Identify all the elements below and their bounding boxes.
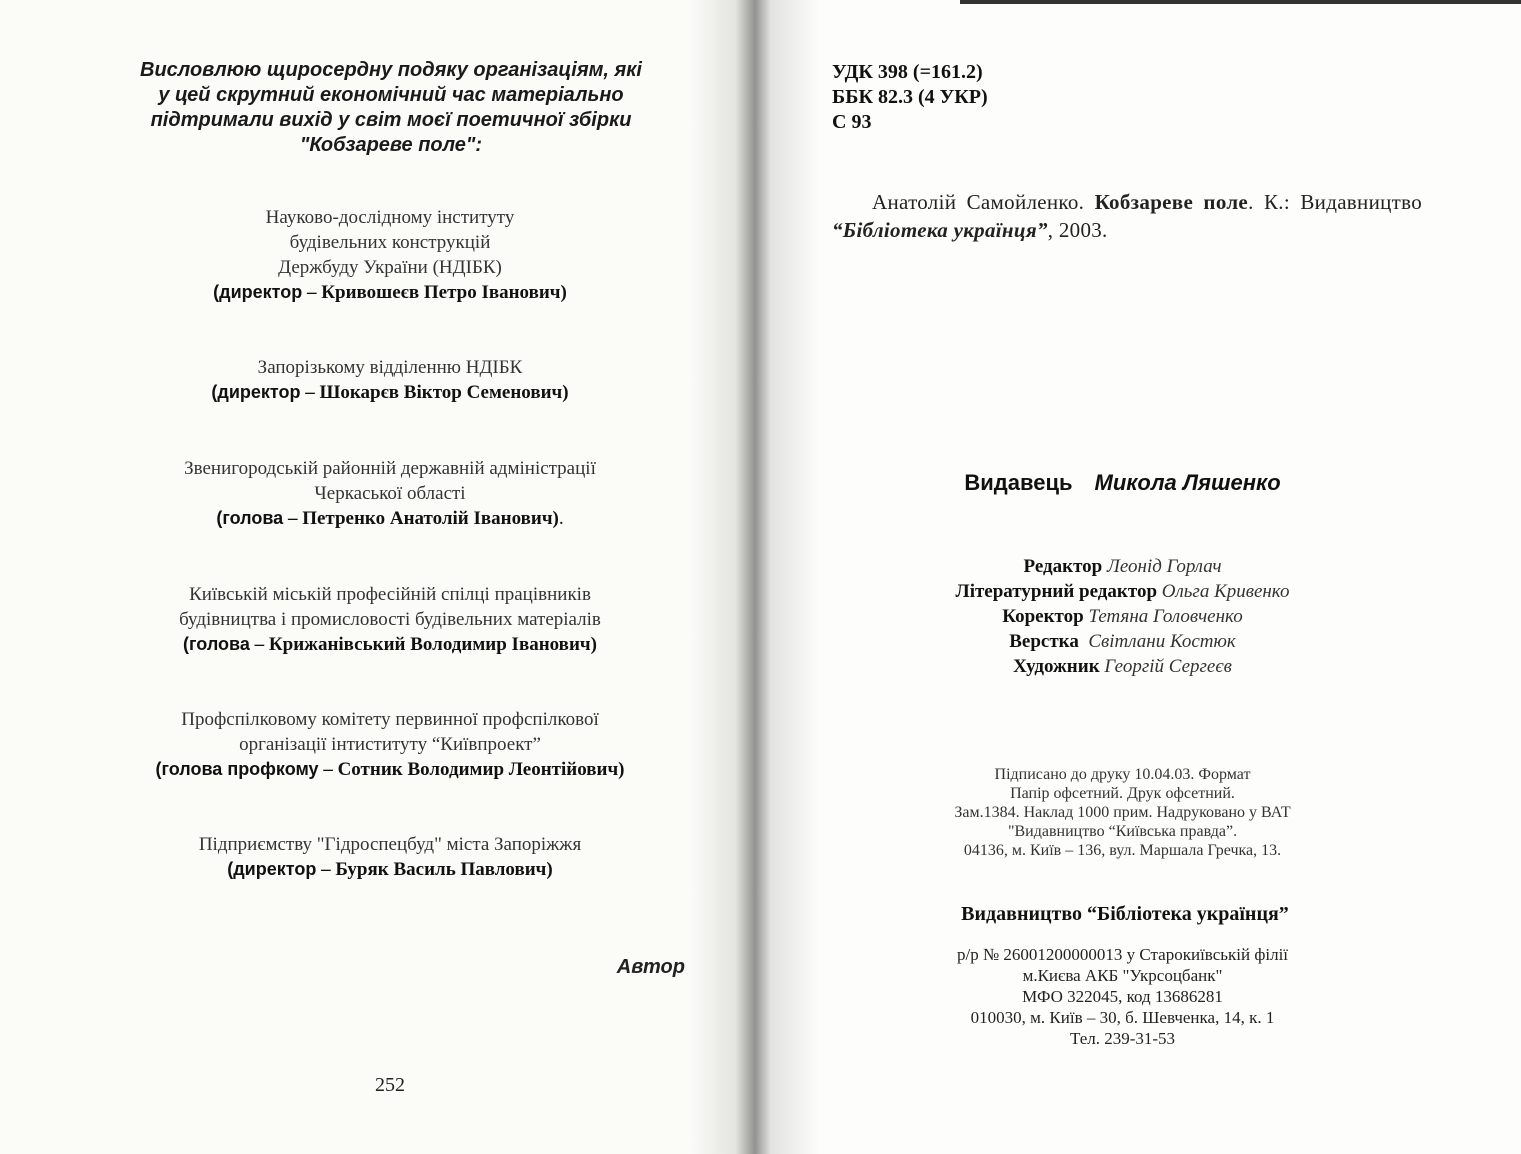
- bank-line: м.Києва АКБ "Укрсоцбанк": [1022, 966, 1223, 985]
- bibliographic-entry: Анатолій Самойленко. Кобзареве поле. К.: Видавництво “Бібліотека українця”, 2003.: [832, 190, 1422, 242]
- author-code: С 93: [832, 111, 872, 133]
- udk-code: УДК 398 (=161.2): [832, 61, 983, 83]
- biblio-author: Анатолій Самойленко.: [872, 190, 1085, 214]
- org-block: [60, 205, 720, 305]
- org-block: [60, 355, 720, 405]
- bank-line: Тел. 239-31-53: [1069, 1029, 1176, 1048]
- print-info: [880, 765, 1365, 860]
- org-line: організації інтиституту “Київпроект”: [239, 734, 541, 755]
- intro-line: у цей скрутний економічний час матеріально: [158, 84, 624, 106]
- org-line: будівництва і промисловості будівельних матеріалів: [179, 609, 601, 630]
- publisher-line: Видавець Микола Ляшенко: [964, 470, 1281, 495]
- left-page: [0, 0, 760, 1154]
- org-line: Запорізькому відділенню НДІБК: [257, 357, 523, 378]
- bank-line: МФО 322045, код 13686281: [1022, 987, 1223, 1006]
- org-head: (директор – Шокарєв Віктор Семенович): [211, 382, 569, 403]
- org-block: [60, 707, 720, 782]
- org-head: (директор – Кривошеєв Петро Іванович): [213, 282, 567, 303]
- bank-line: р/р № 26001200000013 у Старокиївській філії: [956, 945, 1289, 964]
- page-top-edge: [960, 0, 1521, 4]
- credit-row: Художник Георгій Сергеєв: [1013, 656, 1232, 677]
- print-line: "Видавництво “Київська правда”.: [1007, 823, 1238, 840]
- author-signature: Автор: [616, 956, 685, 978]
- biblio-title: Кобзареве поле: [1094, 190, 1249, 214]
- org-head: (голова – Крижанівський Володимир Іванович): [183, 634, 597, 655]
- print-line: Зам.1384. Наклад 1000 прим. Надруковано у ВАТ: [954, 804, 1291, 821]
- credit-row: Коректор Тетяна Головченко: [1002, 606, 1243, 627]
- org-line: Профспілковому комітету первинної профспілкової: [181, 709, 599, 730]
- org-block: [60, 832, 720, 882]
- org-line: Черкаської області: [314, 483, 466, 504]
- org-line: Підприємству "Гідроспецбуд" міста Запоріжжя: [198, 834, 582, 855]
- org-block: [60, 582, 720, 657]
- credit-row: Редактор Леонід Горлач: [1023, 556, 1222, 577]
- page-number: 252: [375, 1074, 405, 1096]
- publishing-house-title: Видавництво “Бібліотека українця”: [961, 903, 1289, 925]
- intro-line: Висловлюю щиросердну подяку організаціям, які: [140, 59, 642, 81]
- org-line: Київській міській професійній спілці працівників: [189, 584, 591, 605]
- org-head: (голова профкому – Сотник Володимир Леонтійович): [155, 759, 625, 780]
- book-gutter: [690, 0, 820, 1154]
- print-line: Підписано до друку 10.04.03. Формат: [994, 766, 1251, 783]
- publisher-name: Микола Ляшенко: [1094, 470, 1281, 495]
- intro-line: "Кобзареве поле":: [299, 134, 483, 156]
- bank-line: 010030, м. Київ – 30, б. Шевченка, 14, к. 1: [970, 1008, 1275, 1027]
- classification-codes: [832, 60, 988, 135]
- print-line: 04136, м. Київ – 136, вул. Маршала Гречка, 13.: [963, 842, 1282, 859]
- intro-line: підтримали вихід у світ моєї поетичної збірки: [150, 109, 632, 131]
- org-line: Держбуду України (НДІБК): [278, 257, 502, 278]
- bank-details: [880, 944, 1365, 1049]
- org-line: Звенигородській районній державній адміністрації: [184, 458, 596, 479]
- credits-list: [900, 554, 1345, 679]
- org-block: [60, 456, 720, 531]
- org-head: (директор – Буряк Василь Павлович): [227, 859, 553, 880]
- credit-row: Літературний редактор Ольга Кривенко: [955, 581, 1290, 602]
- bbk-code: ББК 82.3 (4 УКР): [832, 86, 988, 108]
- org-head: (голова – Петренко Анатолій Іванович).: [216, 508, 564, 529]
- biblio-house: “Бібліотека українця”: [832, 218, 1048, 242]
- print-line: Папір офсетний. Друк офсетний.: [1010, 785, 1235, 802]
- org-line: будівельних конструкцій: [289, 232, 491, 253]
- credit-row: Верстка Світлани Костюк: [1009, 631, 1236, 652]
- org-line: Науково-дослідному інституту: [265, 207, 515, 228]
- acknowledgement-intro: [80, 58, 702, 158]
